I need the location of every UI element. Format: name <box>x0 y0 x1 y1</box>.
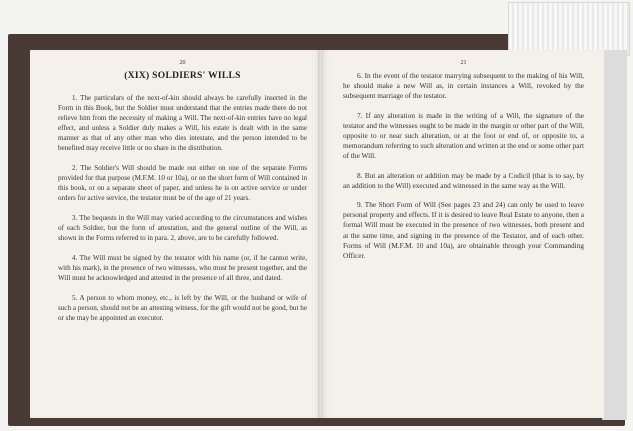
paragraph-7: 7. If any alteration is made in the writing of a Will, the signature of the testator and the witnesses ought to be made in the margin or other part of the Will, opposite to or near such alteration, or at the foot or end of, or opposite to, a memorandum referring to such alteration and written at the end or some other part of the Will. <box>343 110 584 161</box>
paragraph-9: 9. The Short Form of Will (See pages 23 and 24) can only be used to leave personal property and effects. If it is desired to leave Real Estate to anyone, then a formal Will must be executed in the presence of two witnesses, both present and at the same time, and signing in the presence of the Testator, and of each other. Forms of Will (M.F.M. 10 and 10a), are obtainable through your Commanding Officer. <box>343 200 584 261</box>
paragraph-6: 6. In the event of the testator marrying subsequent to the making of his Will, he should make a new Will as, in certain instances a Will, revoked by the subsequent marriage of the testator. <box>343 71 584 101</box>
paragraph-4: 4. The Will must be signed by the testator with his name (or, if he cannot write, with his mark), in the presence of two witnesses, who must be present together, and the Will must be acknowledged and attested in the presence of all three, and dated. <box>58 254 307 282</box>
page-edge <box>602 50 627 420</box>
page-number-left: 20 <box>179 60 186 66</box>
paragraph-8: 8. But an alteration or addition may be made by a Codicil (that is to say, by an addition to the Will) executed and witnessed in the same way as the Will. <box>343 170 584 190</box>
paragraph-2: 2. The Soldier's Will should be made out either on one of the separate Forms provided for that purpose (M.F.M. 10 or 10a), or on the short form of Will contained in this book, or on a separate sheet of paper, and unless he is on active service or under orders for active service, the testator must be of the age of 21 years. <box>58 164 307 202</box>
section-heading: (XIX) SOLDIERS' WILLS <box>124 71 241 81</box>
paragraph-5: 5. A person to whom money, etc., is left by the Will, or the husband or wife of such a person, should not be an attesting witness, for the gift would not be good, but he or she may be appointed an executor. <box>58 294 307 322</box>
paragraph-3: 3. The bequests in the Will may varied according to the circumstances and wishes of each Soldier, but the form of attestation, and the general outline of the Will, as shown in the Forms referred to in para. 2, above, are to be carefully followed. <box>58 214 307 242</box>
page-number-right: 21 <box>460 60 467 66</box>
right-page <box>321 50 604 418</box>
left-page <box>30 50 321 418</box>
bookmark-ribbon <box>508 2 630 56</box>
paragraph-1: 1. The particulars of the next-of-kin should always be carefully inserted in the Form in this Book, but the Soldier must understand that the entries made there do not relieve him from the necessity of making a Will. The next-of-kin entries have no legal effect, and unless a Soldier duly makes a Will, his estate is dealt with in the same manner as that of any other man who dies intestate, and the person intended to be benefited may receive little or no share in the distribution. <box>58 94 307 152</box>
